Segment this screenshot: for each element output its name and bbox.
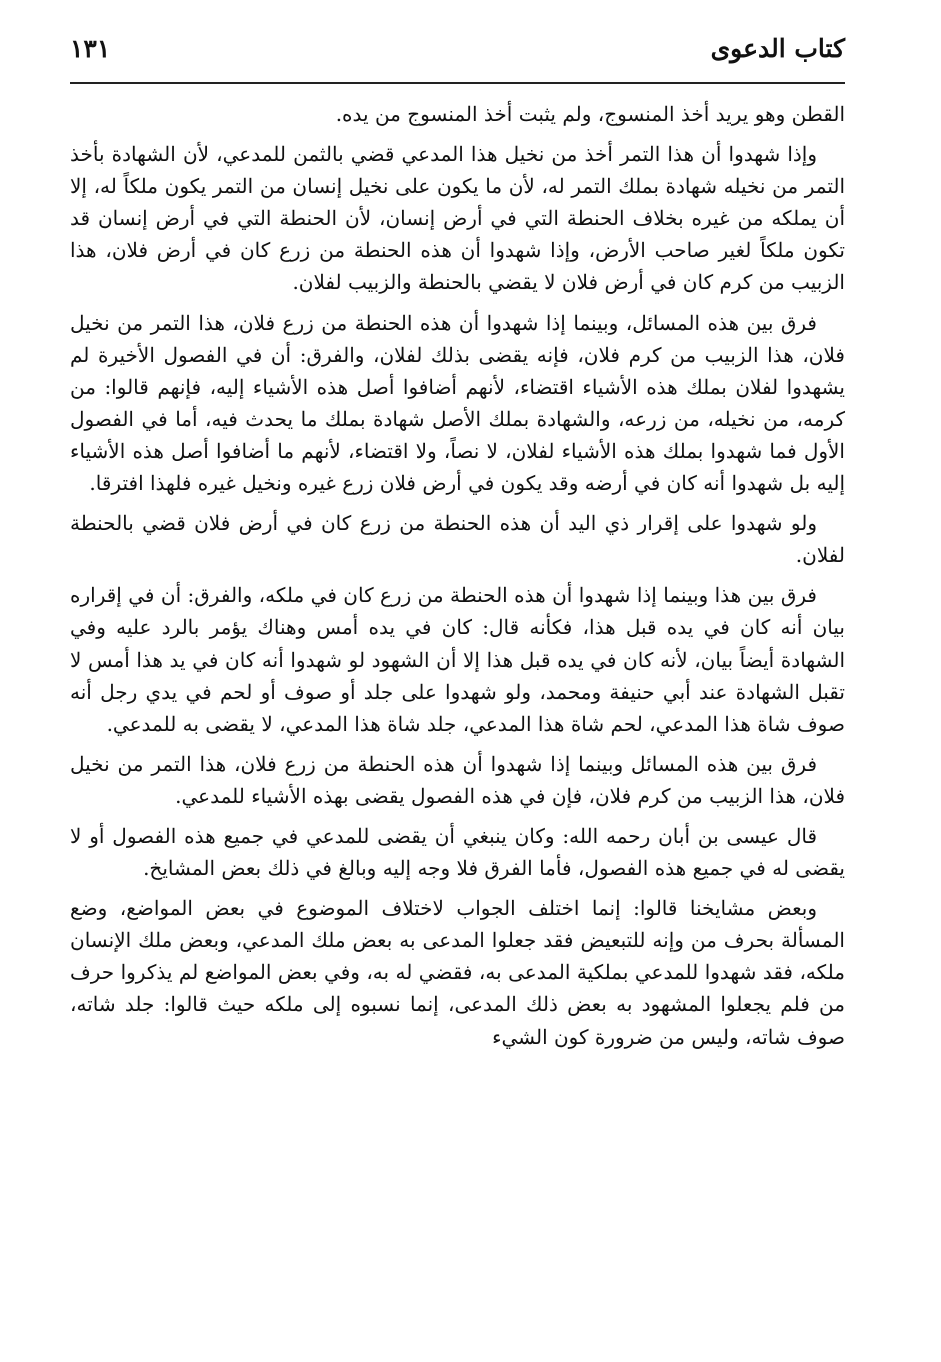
paragraph: وبعض مشايخنا قالوا: إنما اختلف الجواب لاختلاف الموضوع في بعض المواضع، وضع المسألة بحرف من وإنه للتبعيض فقد جعلوا المدعى به بعض ملك المدعي، وبعض ملك الإنسان ملكه، فقد شهدوا للمدعي بملكية المدعى به، فقضي له به، وفي بعض المواضع لم يذكروا حرف من فلم يجعلوا المشهود به بعض ذلك المدعى، إنما نسبوه إلى ملكه حيث قالوا: جلد شاته، صوف شاته، وليس من ضرورة كون الشيء xyxy=(70,896,845,1049)
paragraph: ولو شهدوا على إقرار ذي اليد أن هذه الحنطة من زرع كان في أرض فلان قضي بالحنطة لفلان. xyxy=(70,511,845,568)
paragraph: فرق بين هذا وبينما إذا شهدوا أن هذه الحنطة من زرع كان في ملكه، والفرق: أن في إقراره بيان أنه كان في يده قبل هذا، فكأنه قال: كان في يده أمس وهناك يؤمر بالرد عليه وفي الشهادة أيضاً بيان، لأنه كان في يده قبل هذا إلا أن الشهود لو شهدوا أنه كان في يد هذا أمس لا تقبل الشهادة عند أبي حنيفة ومحمد، ولو شهدوا على جلد أو صوف أو لحم في يدي رجل أنه صوف شاة هذا المدعي، لحم شاة هذا المدعي، جلد شاة هذا المدعي، لا يقضى به للمدعي. xyxy=(70,583,845,736)
paragraph-continuation: القطن وهو يريد أخذ المنسوج، ولم يثبت أخذ المنسوج من يده. xyxy=(335,102,845,126)
paragraph: فرق بين هذه المسائل وبينما إذا شهدوا أن هذه الحنطة من زرع فلان، هذا التمر من نخيل فلان، هذا الزبيب من كرم فلان، فإن في هذه الفصول يقضى بهذه الأشياء للمدعي. xyxy=(70,751,845,808)
running-title: كتاب الدعوى xyxy=(710,34,845,63)
paragraph: قال عيسى بن أبان رحمه الله: وكان ينبغي أن يقضى للمدعي في جميع هذه الفصول أو لا يقضى له في جميع هذه الفصول، فأما الفرق فلا وجه إليه وبالغ في ذلك بعض المشايخ. xyxy=(70,823,845,881)
header-divider xyxy=(70,82,845,84)
book-page xyxy=(70,22,845,1347)
paragraph: فرق بين هذه المسائل، وبينما إذا شهدوا أن هذه الحنطة من زرع فلان، هذا التمر من نخيل فلان، هذا الزبيب من كرم فلان، فإنه يقضى بذلك لفلان، والفرق: أن في الفصول الأخيرة لم يشهدوا لفلان بملك هذه الأشياء اقتضاء، لأنهم أضافوا أصل هذه الأشياء إليه، فإنهم قالوا: من كرمه، من نخيله، من زرعه، والشهادة بملك الأصل شهادة بملك ما يحدث فيه، أما في الفصول الأول فما شهدوا بملك هذه الأشياء لفلان، لا نصاً، ولا اقتضاء، لأنهم ما أضافوا أصل هذه الأشياء إليه بل شهدوا أنه كان في أرضه وقد يكون في أرض فلان زرع غيره ونخيل غيره فلهذا افترقا. xyxy=(70,310,845,496)
body-text xyxy=(70,98,845,1061)
page-number: ١٣١ xyxy=(70,34,111,63)
page-header xyxy=(70,22,845,70)
paragraph: وإذا شهدوا أن هذا التمر أخذ من نخيل هذا المدعي قضي بالثمن للمدعي، لأن الشهادة بأخذ التمر من نخيله شهادة بملك التمر له، لأن ما يكون على نخيل إنسان من التمر يكون ملكاً له، إلا أن يملكه من غيره بخلاف الحنطة التي في أرض إنسان، لأن الحنطة التي في أرض إنسان قد تكون ملكاً لغير صاحب الأرض، وإذا شهدوا أن هذه الحنطة من زرع كان في أرض فلان، هذا الزبيب من كرم كان في أرض فلان لا يقضي بالحنطة والزبيب لفلان. xyxy=(70,142,845,295)
